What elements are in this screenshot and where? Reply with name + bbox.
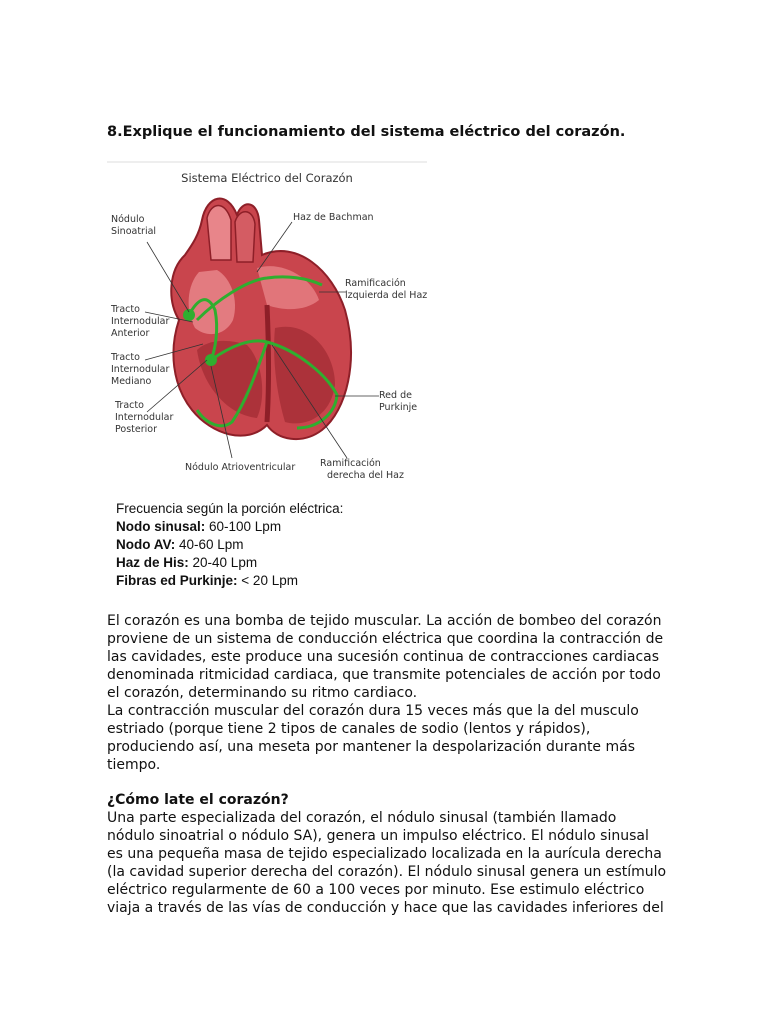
label-tracto-posterior-1: Tracto [115, 400, 144, 411]
frequency-item [116, 518, 436, 536]
label-tracto-mediano-1: Tracto [111, 352, 140, 363]
label-tracto-anterior-1: Tracto [111, 304, 140, 315]
paragraph-heartbeat: Una parte especializada del corazón, el nódulo sinusal (también llamado nódulo sinoatrial o nódulo SA), genera un impulso eléctrico. El nódulo sinusal es una pequeña masa de tejido especializado localizada en la aurícula derecha (la cavidad superior derecha del corazón). El nódulo sinusal genera un estímulo eléctrico regularmente de 60 a 100 veces por minuto. Ese estimulo eléctrico viaja a través de las vías de conducción y hace que las cavidades inferiores del [107, 810, 667, 916]
subheading-como-late: ¿Cómo late el corazón? [107, 792, 289, 808]
frequency-item [116, 536, 436, 554]
frequency-item-label: Haz de His: [116, 555, 189, 570]
heart-diagram-svg [107, 160, 427, 490]
label-nodulo-av: Nódulo Atrioventricular [185, 462, 296, 473]
frequency-item [116, 572, 436, 590]
frequency-block [116, 500, 436, 590]
frequency-item-value: 20-40 Lpm [188, 555, 258, 570]
frequency-item-label: Nodo AV: [116, 537, 176, 552]
figure-title: Sistema Eléctrico del Corazón [181, 171, 353, 185]
label-red-purkinje-1: Red de [379, 390, 412, 401]
label-ramificacion-izq-2: izquierda del Haz [345, 290, 427, 301]
label-nodulo-sinoatrial-1: Nódulo [111, 214, 145, 225]
frequency-item-value: < 20 Lpm [237, 573, 298, 588]
paragraph-intro: El corazón es una bomba de tejido muscular. La acción de bombeo del corazón proviene de un sistema de conducción eléctrica que coordina la contracción de las cavidades, este produce una sucesión continua de contracciones cardiacas denominada ritmicidad cardiaca, que transmite potenciales de acción por todo el corazón, determinando su ritmo cardiaco. [107, 613, 664, 701]
frequency-item [116, 554, 436, 572]
label-ramificacion-der-1: Ramificación [320, 458, 381, 469]
label-haz-bachman: Haz de Bachman [293, 212, 374, 223]
sinoatrial-node [183, 309, 195, 321]
pulmonary-artery-shape [235, 212, 255, 262]
heart-conduction-diagram [107, 160, 427, 490]
body-section-1 [107, 612, 667, 774]
label-nodulo-sinoatrial-2: Sinoatrial [111, 226, 157, 237]
frequency-item-value: 40-60 Lpm [175, 537, 244, 552]
label-red-purkinje-2: Purkinje [379, 402, 418, 413]
paragraph-contraction: La contracción muscular del corazón dura 15 veces más que la del musculo estriado (porque tiene 2 tipos de canales de sodio (lentos y rápidos), produciendo así, una meseta por mantener la despolarización durante más tiempo. [107, 703, 639, 773]
label-tracto-posterior-2: Internodular [115, 412, 174, 423]
label-tracto-mediano-3: Mediano [111, 376, 152, 387]
label-tracto-anterior-3: Anterior [111, 328, 150, 339]
frequency-title: Frecuencia según la porción eléctrica: [116, 501, 344, 516]
frequency-item-label: Nodo sinusal: [116, 519, 206, 534]
label-tracto-anterior-2: Internodular [111, 316, 170, 327]
septum [267, 305, 269, 422]
frequency-item-label: Fibras ed Purkinje: [116, 573, 238, 588]
body-section-2 [107, 791, 667, 917]
label-tracto-mediano-2: Internodular [111, 364, 170, 375]
label-ramificacion-izq-1: Ramificación [345, 278, 406, 289]
question-heading: 8.Explique el funcionamiento del sistema eléctrico del corazón. [107, 124, 626, 140]
label-tracto-posterior-3: Posterior [115, 424, 157, 435]
frequency-item-value: 60-100 Lpm [205, 519, 282, 534]
aorta-shape [207, 206, 231, 261]
label-ramificacion-der-2: derecha del Haz [327, 470, 404, 481]
